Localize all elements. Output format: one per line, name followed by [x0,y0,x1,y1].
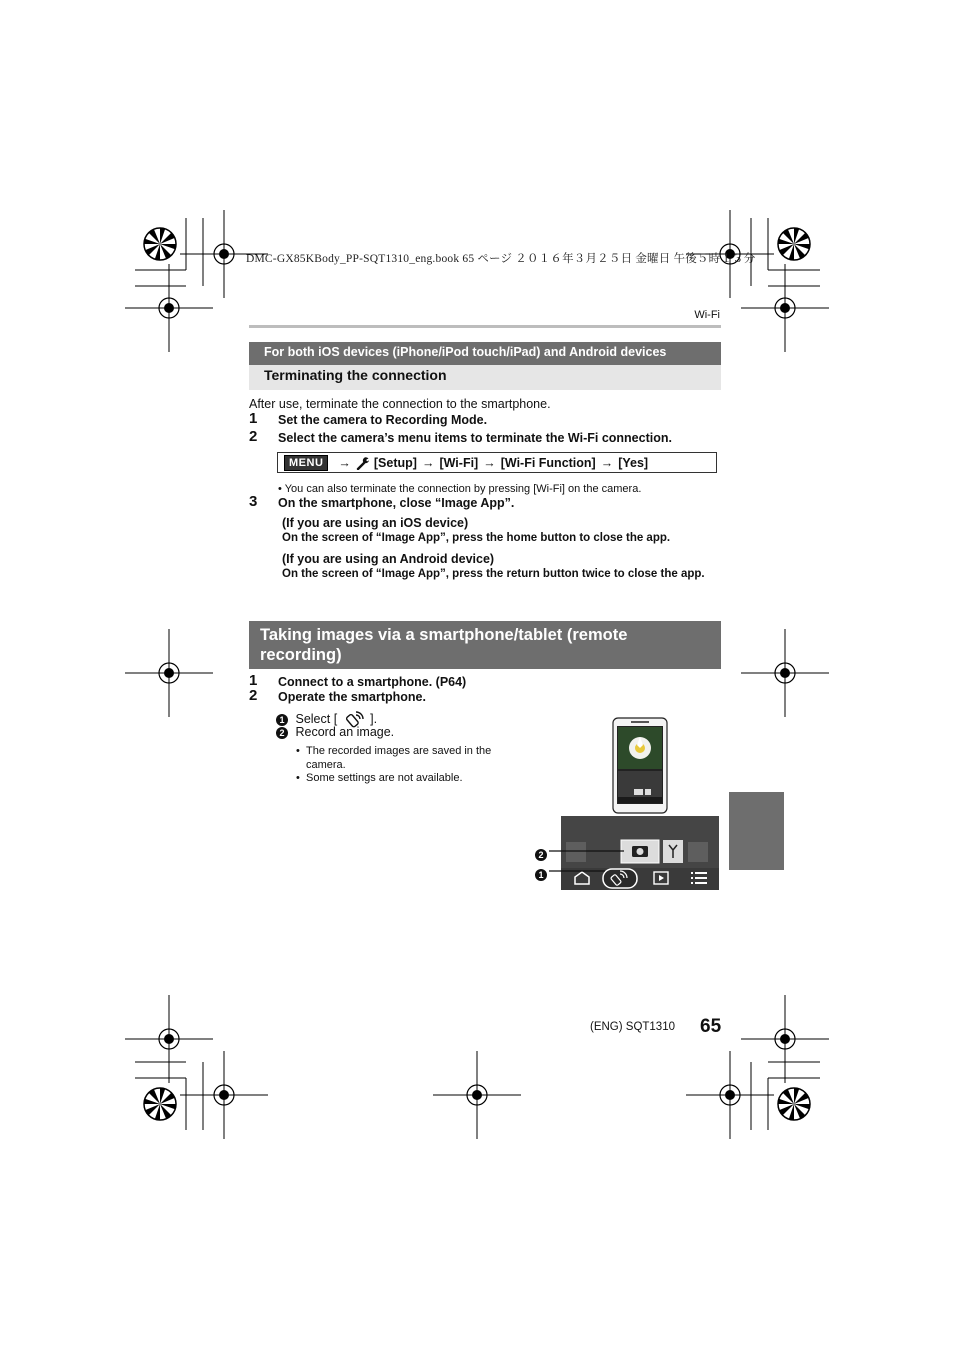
arrow: → [421,455,435,470]
bullet-text: The recorded images are saved in the camera. [306,745,492,771]
chapter-side-tab [729,792,784,870]
menu-item-wifi-function: [Wi-Fi Function] [500,455,596,470]
step-number: 2 [249,428,258,445]
ios-heading: (If you are using an iOS device) [282,516,469,530]
callout-lines [540,843,640,883]
bullet-item: • The recorded images are saved in the camera. [296,744,518,772]
android-text: On the screen of “Image App”, press the return button twice to close the app. [282,568,705,580]
print-header: DMC-GX85KBody_PP-SQT1310_eng.book 65 ページ ２０１６年３月２５日 金曜日 午後５時１３分 [246,253,756,265]
note-bullet: • You can also terminate the connection by pressing [Wi-Fi] on the camera. [278,483,642,495]
smartphone-illustration [612,717,672,815]
menu-path-box [277,452,717,473]
step-text: On the smartphone, close “Image App”. [278,496,515,510]
callout-marker: 2 [535,849,547,861]
substep-text-before: Select [ [295,712,338,726]
platform-band: For both iOS devices (iPhone/iPod touch/iPad) and Android devices [249,342,721,365]
step-number: 1 [249,410,258,427]
step-number: 1 [249,672,258,689]
arrow: → [338,455,351,470]
step-text: Operate the smartphone. [278,690,426,704]
marker-2: 2 [276,727,288,739]
menu-item-setup: [Setup] [373,455,417,470]
menu-item-yes: [Yes] [618,455,649,470]
callout-2 [535,845,547,863]
menu-badge: MENU [284,455,328,471]
bullet-item: • Some settings are not available. [296,772,463,784]
terminate-intro: After use, terminate the connection to the smartphone. [249,397,551,411]
callout-marker: 1 [535,869,547,881]
menu-item-wifi: [Wi-Fi] [439,455,479,470]
callout-1 [535,865,547,883]
step-text: Select the camera’s menu items to terminate the Wi-Fi connection. [278,431,672,445]
step-number: 3 [249,493,258,510]
android-heading: (If you are using an Android device) [282,552,495,566]
page-number: 65 [700,1016,722,1037]
substep-text: Record an image. [295,725,395,739]
step-text: Set the camera to Recording Mode. [278,413,488,427]
step-number: 2 [249,687,258,704]
arrow: → [600,455,614,470]
substep-record [276,725,394,739]
marker-1: 1 [276,714,288,726]
footer-code: (ENG) SQT1310 [590,1021,675,1033]
section-label: Wi-Fi [694,309,720,321]
bullet-text: Some settings are not available. [306,772,463,784]
substep-text-after: ]. [370,712,378,726]
remote-recording-band: Taking images via a smartphone/tablet (remote recording) [249,621,721,669]
arrow: → [483,455,496,470]
step-text: Connect to a smartphone. (P64) [278,675,467,689]
ios-text: On the screen of “Image App”, press the home button to close the app. [282,532,671,544]
terminate-heading: Terminating the connection [249,365,721,390]
note-text: You can also terminate the connection by pressing [Wi-Fi] on the camera. [284,483,642,495]
header-rule [249,325,721,328]
wrench-icon [356,456,370,470]
